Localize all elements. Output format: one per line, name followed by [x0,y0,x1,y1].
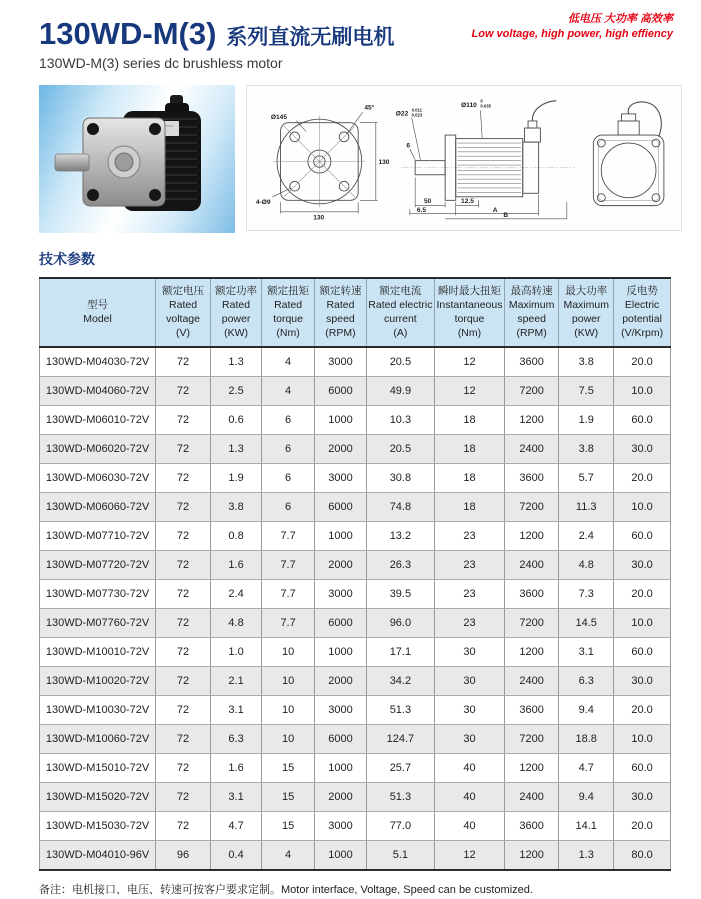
dim-label-shaft-tol-upper: 0.011 [411,107,423,113]
series-title: 130WD-M(3) [39,16,217,51]
table-row [40,522,671,551]
table-row [40,435,671,464]
value-cell: 2000 [315,551,367,580]
dim-label-pilot-tol-lower: 0.035 [480,103,492,109]
table-row [40,725,671,754]
model-cell: 130WD-M06010-72V [40,406,156,435]
value-cell: 51.3 [366,783,434,812]
value-cell: 30 [434,667,504,696]
side-view-drawing [394,88,581,228]
column-header-8: 最大功率 Maximum power (KW) [559,278,614,347]
dim-label-boss-length: 12.5 [461,197,475,205]
value-cell: 2400 [505,551,559,580]
motor-photo-illustration [39,85,235,233]
dim-label-pilot-diameter: Ø110 [461,101,478,109]
value-cell: 20.0 [614,580,671,609]
column-header-0: 型号 Model [40,278,156,347]
value-cell: 2.5 [210,377,261,406]
value-cell: 72 [156,580,211,609]
value-cell: 6 [262,464,315,493]
model-cell: 130WD-M06060-72V [40,493,156,522]
model-cell: 130WD-M15030-72V [40,812,156,841]
value-cell: 20.5 [366,347,434,377]
value-cell: 6.3 [559,667,614,696]
value-cell: 7.7 [262,551,315,580]
value-cell: 124.7 [366,725,434,754]
value-cell: 12 [434,347,504,377]
value-cell: 30.0 [614,435,671,464]
table-row [40,696,671,725]
spec-table [39,277,671,871]
value-cell: 10 [262,696,315,725]
dim-label-front-width: 130 [313,214,325,222]
value-cell: 10.0 [614,725,671,754]
value-cell: 72 [156,464,211,493]
value-cell: 6 [262,435,315,464]
value-cell: 11.3 [559,493,614,522]
value-cell: 72 [156,754,211,783]
dim-label-shaft-diameter: Ø22 [396,110,409,118]
tagline-cn: 低电压 大功率 高效率 [567,13,673,25]
value-cell: 15 [262,783,315,812]
tech-params-heading: 技术参数 [39,251,95,267]
value-cell: 30 [434,638,504,667]
dim-label-length-a: A [493,206,498,214]
model-cell: 130WD-M06020-72V [40,435,156,464]
value-cell: 1.9 [559,406,614,435]
model-cell: 130WD-M04030-72V [40,347,156,377]
model-cell: 130WD-M07760-72V [40,609,156,638]
value-cell: 7200 [505,493,559,522]
value-cell: 3.1 [210,696,261,725]
value-cell: 3600 [505,696,559,725]
value-cell: 6000 [315,377,367,406]
table-row [40,580,671,609]
value-cell: 3.8 [210,493,261,522]
value-cell: 3000 [315,696,367,725]
value-cell: 5.7 [559,464,614,493]
table-row [40,783,671,812]
value-cell: 4.8 [210,609,261,638]
value-cell: 20.0 [614,812,671,841]
page-header [0,0,701,71]
value-cell: 7200 [505,725,559,754]
column-header-9: 反电势 Electric potential (V/Krpm) [614,278,671,347]
value-cell: 3.8 [559,435,614,464]
value-cell: 3600 [505,347,559,377]
value-cell: 14.1 [559,812,614,841]
value-cell: 4.8 [559,551,614,580]
value-cell: 30 [434,725,504,754]
value-cell: 3.1 [559,638,614,667]
dim-label-front-height: 130 [378,159,390,167]
value-cell: 14.5 [559,609,614,638]
value-cell: 3600 [505,464,559,493]
value-cell: 30 [434,696,504,725]
value-cell: 72 [156,435,211,464]
value-cell: 7.3 [559,580,614,609]
model-cell: 130WD-M07730-72V [40,580,156,609]
value-cell: 3000 [315,464,367,493]
tagline [472,10,674,42]
series-subtitle-en: 130WD-M(3) series dc brushless motor [39,55,283,71]
value-cell: 72 [156,638,211,667]
column-header-5: 额定电流 Rated electric current (A) [366,278,434,347]
dim-label-flange-thickness: 6.5 [417,206,427,214]
value-cell: 1200 [505,406,559,435]
value-cell: 96.0 [366,609,434,638]
value-cell: 1000 [315,841,367,871]
value-cell: 23 [434,551,504,580]
value-cell: 0.4 [210,841,261,871]
value-cell: 1200 [505,754,559,783]
value-cell: 3000 [315,812,367,841]
table-row [40,551,671,580]
value-cell: 18 [434,435,504,464]
value-cell: 10 [262,638,315,667]
value-cell: 1200 [505,522,559,551]
dim-label-key-width: 6 [406,142,411,150]
value-cell: 15 [262,754,315,783]
dim-label-shaft-tol-lower: 0.023 [411,112,423,118]
value-cell: 2.4 [559,522,614,551]
value-cell: 18 [434,464,504,493]
value-cell: 72 [156,406,211,435]
value-cell: 10 [262,725,315,754]
column-header-1: 额定电压 Rated voltage (V) [156,278,211,347]
dim-label-shaft-length: 50 [424,197,432,205]
value-cell: 7.7 [262,609,315,638]
value-cell: 10.0 [614,493,671,522]
value-cell: 7200 [505,609,559,638]
value-cell: 1000 [315,522,367,551]
value-cell: 1.3 [559,841,614,871]
value-cell: 13.2 [366,522,434,551]
value-cell: 39.5 [366,580,434,609]
model-cell: 130WD-M04060-72V [40,377,156,406]
model-cell: 130WD-M07710-72V [40,522,156,551]
value-cell: 2000 [315,435,367,464]
column-header-4: 额定转速 Rated speed (RPM) [315,278,367,347]
value-cell: 72 [156,812,211,841]
model-cell: 130WD-M10010-72V [40,638,156,667]
value-cell: 2400 [505,667,559,696]
value-cell: 3.1 [210,783,261,812]
value-cell: 72 [156,609,211,638]
column-header-2: 额定功率 Rated power (KW) [210,278,261,347]
value-cell: 3600 [505,812,559,841]
table-row [40,754,671,783]
value-cell: 74.8 [366,493,434,522]
value-cell: 6000 [315,725,367,754]
value-cell: 1.0 [210,638,261,667]
value-cell: 72 [156,551,211,580]
value-cell: 30.0 [614,783,671,812]
table-row [40,638,671,667]
dim-label-front-holes: 4-Ø9 [255,198,271,206]
value-cell: 1.3 [210,435,261,464]
value-cell: 1000 [315,754,367,783]
column-header-3: 额定扭矩 Rated torque (Nm) [262,278,315,347]
value-cell: 7.7 [262,580,315,609]
value-cell: 7.5 [559,377,614,406]
model-cell: 130WD-M10020-72V [40,667,156,696]
value-cell: 30.0 [614,551,671,580]
table-row [40,347,671,377]
table-row [40,377,671,406]
value-cell: 60.0 [614,754,671,783]
model-cell: 130WD-M06030-72V [40,464,156,493]
value-cell: 12 [434,841,504,871]
value-cell: 72 [156,783,211,812]
value-cell: 5.1 [366,841,434,871]
value-cell: 49.9 [366,377,434,406]
series-title-cn: 系列直流无刷电机 [226,26,395,49]
value-cell: 3600 [505,580,559,609]
value-cell: 9.4 [559,696,614,725]
value-cell: 72 [156,377,211,406]
value-cell: 7200 [505,377,559,406]
value-cell: 1000 [315,406,367,435]
value-cell: 3.8 [559,347,614,377]
media-band [39,85,701,233]
dim-label-front-diameter: Ø145 [270,114,288,122]
model-cell: 130WD-M15020-72V [40,783,156,812]
value-cell: 34.2 [366,667,434,696]
value-cell: 1200 [505,841,559,871]
value-cell: 9.4 [559,783,614,812]
value-cell: 40 [434,754,504,783]
value-cell: 20.5 [366,435,434,464]
value-cell: 60.0 [614,638,671,667]
value-cell: 4 [262,347,315,377]
model-cell: 130WD-M04010-96V [40,841,156,871]
value-cell: 20.0 [614,696,671,725]
value-cell: 10.0 [614,377,671,406]
value-cell: 10.0 [614,609,671,638]
value-cell: 26.3 [366,551,434,580]
value-cell: 23 [434,580,504,609]
model-cell: 130WD-M10030-72V [40,696,156,725]
rear-view-drawing [581,88,673,228]
table-row [40,493,671,522]
value-cell: 1.6 [210,551,261,580]
value-cell: 2400 [505,435,559,464]
value-cell: 80.0 [614,841,671,871]
value-cell: 60.0 [614,522,671,551]
dim-label-pilot-tol-upper: 0 [480,98,484,104]
value-cell: 23 [434,609,504,638]
value-cell: 72 [156,522,211,551]
title-block [39,10,394,71]
model-cell: 130WD-M15010-72V [40,754,156,783]
value-cell: 3000 [315,580,367,609]
value-cell: 4.7 [559,754,614,783]
value-cell: 18 [434,493,504,522]
model-cell: 130WD-M10060-72V [40,725,156,754]
value-cell: 2000 [315,783,367,812]
value-cell: 1000 [315,638,367,667]
table-row [40,812,671,841]
value-cell: 72 [156,667,211,696]
value-cell: 96 [156,841,211,871]
value-cell: 4 [262,377,315,406]
table-row [40,406,671,435]
technical-drawings [246,85,682,231]
table-row [40,609,671,638]
dim-label-front-angle: 45° [364,104,375,112]
value-cell: 1.9 [210,464,261,493]
value-cell: 0.6 [210,406,261,435]
value-cell: 72 [156,347,211,377]
motor-photo [39,85,235,233]
dim-label-length-b: B [503,212,509,220]
value-cell: 18 [434,406,504,435]
value-cell: 6 [262,406,315,435]
value-cell: 4.7 [210,812,261,841]
value-cell: 30.0 [614,667,671,696]
value-cell: 10 [262,667,315,696]
value-cell: 25.7 [366,754,434,783]
value-cell: 7.7 [262,522,315,551]
value-cell: 6.3 [210,725,261,754]
value-cell: 23 [434,522,504,551]
tagline-en: Low voltage, high power, high effiency [471,27,673,40]
table-header-row [40,278,671,347]
table-row [40,841,671,871]
value-cell: 1200 [505,638,559,667]
value-cell: 17.1 [366,638,434,667]
value-cell: 18.8 [559,725,614,754]
value-cell: 40 [434,812,504,841]
footnote: 备注：电机接口、电压、转速可按客户要求定制。Motor interface, Voltage, Speed can be customized. [39,884,533,897]
value-cell: 2400 [505,783,559,812]
value-cell: 0.8 [210,522,261,551]
value-cell: 2.1 [210,667,261,696]
value-cell: 10.3 [366,406,434,435]
column-header-7: 最高转速 Maximum speed (RPM) [505,278,559,347]
value-cell: 6000 [315,609,367,638]
value-cell: 20.0 [614,347,671,377]
value-cell: 72 [156,696,211,725]
front-view-drawing [255,88,394,228]
value-cell: 72 [156,493,211,522]
value-cell: 1.3 [210,347,261,377]
value-cell: 6000 [315,493,367,522]
value-cell: 3000 [315,347,367,377]
value-cell: 72 [156,725,211,754]
value-cell: 60.0 [614,406,671,435]
model-cell: 130WD-M07720-72V [40,551,156,580]
value-cell: 1.6 [210,754,261,783]
value-cell: 51.3 [366,696,434,725]
table-row [40,464,671,493]
value-cell: 40 [434,783,504,812]
table-row [40,667,671,696]
value-cell: 20.0 [614,464,671,493]
value-cell: 6 [262,493,315,522]
value-cell: 2000 [315,667,367,696]
value-cell: 15 [262,812,315,841]
value-cell: 4 [262,841,315,871]
value-cell: 2.4 [210,580,261,609]
value-cell: 30.8 [366,464,434,493]
value-cell: 12 [434,377,504,406]
column-header-6: 瞬时最大扭矩 Instantaneous torque (Nm) [434,278,504,347]
value-cell: 77.0 [366,812,434,841]
